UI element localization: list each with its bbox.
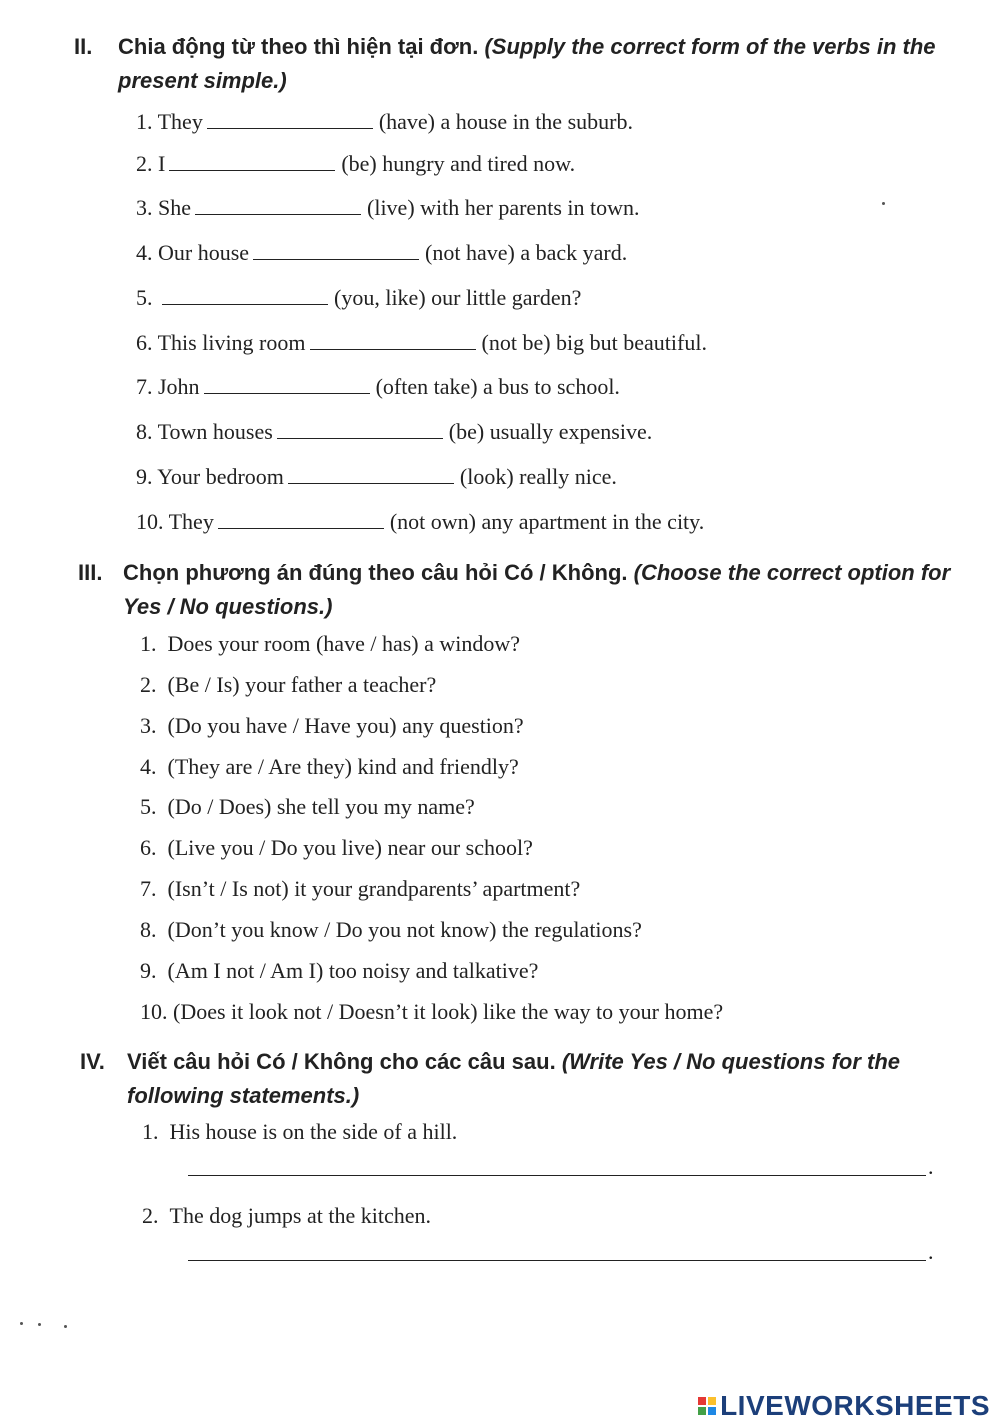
answer-end-dot: . — [928, 1239, 934, 1264]
answer-blank[interactable] — [169, 152, 335, 171]
answer-blank[interactable] — [288, 465, 454, 484]
logo-grid-icon — [698, 1397, 716, 1415]
list-item: 6. This living room (not be) big but beautiful. — [136, 330, 707, 355]
list-item: 4. Our house (not have) a back yard. — [136, 240, 628, 265]
list-item: 8. Town houses (be) usually expensive. — [136, 419, 653, 444]
list-item: 7. (Isn’t / Is not) it your grandparents’ apartment? — [140, 876, 581, 901]
list-item: 3. She (live) with her parents in town. — [136, 195, 640, 220]
answer-blank[interactable] — [310, 331, 476, 350]
section-3-title-vi: Chọn phương án đúng theo câu hỏi Có / Không. — [123, 560, 628, 585]
answer-line[interactable] — [188, 1260, 926, 1261]
answer-blank[interactable] — [253, 241, 419, 260]
section-3-title — [123, 556, 953, 624]
brand-text: LIVEWORKSHEETS — [720, 1390, 990, 1421]
scan-speck — [38, 1323, 41, 1326]
section-3-title-en: (Choose the correct option for Yes / No questions.) — [123, 560, 951, 619]
list-item: 2. I (be) hungry and tired now. — [136, 151, 576, 176]
answer-line[interactable] — [188, 1175, 926, 1176]
list-item: 1. They (have) a house in the suburb. — [136, 109, 633, 134]
list-item: 5. (Do / Does) she tell you my name? — [140, 794, 475, 819]
list-item: 9. Your bedroom (look) really nice. — [136, 464, 617, 489]
list-item: 9. (Am I not / Am I) too noisy and talkative? — [140, 958, 539, 983]
section-3-number: III. — [78, 560, 103, 585]
list-item: 3. (Do you have / Have you) any question? — [140, 713, 524, 738]
answer-blank[interactable] — [207, 110, 373, 129]
list-item: 4. (They are / Are they) kind and friendly? — [140, 754, 519, 779]
section-4-title — [127, 1045, 957, 1113]
answer-blank[interactable] — [195, 196, 361, 215]
list-item: 7. John (often take) a bus to school. — [136, 374, 620, 399]
answer-blank[interactable] — [277, 420, 443, 439]
answer-blank[interactable] — [162, 286, 328, 305]
list-item: 2. (Be / Is) your father a teacher? — [140, 672, 437, 697]
section-2-title — [118, 30, 948, 98]
answer-blank[interactable] — [204, 375, 370, 394]
list-item: 10. (Does it look not / Doesn’t it look) like the way to your home? — [140, 999, 724, 1024]
list-item: 1. His house is on the side of a hill. — [142, 1119, 458, 1144]
section-4-number: IV. — [80, 1049, 105, 1074]
section-4-title-en: (Write Yes / No questions for the following statements.) — [127, 1049, 901, 1108]
answer-end-dot: . — [928, 1154, 934, 1179]
list-item: 8. (Don’t you know / Do you not know) the regulations? — [140, 917, 642, 942]
scan-speck — [64, 1325, 67, 1328]
scan-speck — [20, 1322, 23, 1325]
list-item: 5. (you, like) our little garden? — [136, 285, 582, 310]
list-item: 1. Does your room (have / has) a window? — [140, 631, 521, 656]
section-2-title-vi: Chia động từ theo thì hiện tại đơn. — [118, 34, 479, 59]
section-2-number: II. — [74, 34, 93, 59]
scan-speck — [882, 202, 885, 205]
list-item: 2. The dog jumps at the kitchen. — [142, 1203, 431, 1228]
liveworksheets-logo — [698, 1391, 990, 1421]
answer-blank[interactable] — [218, 510, 384, 529]
list-item: 6. (Live you / Do you live) near our school? — [140, 835, 533, 860]
section-4-title-vi: Viết câu hỏi Có / Không cho các câu sau. — [127, 1049, 556, 1074]
list-item: 10. They (not own) any apartment in the city. — [136, 509, 705, 534]
section-2-title-en: (Supply the correct form of the verbs in the present simple.) — [118, 34, 936, 93]
